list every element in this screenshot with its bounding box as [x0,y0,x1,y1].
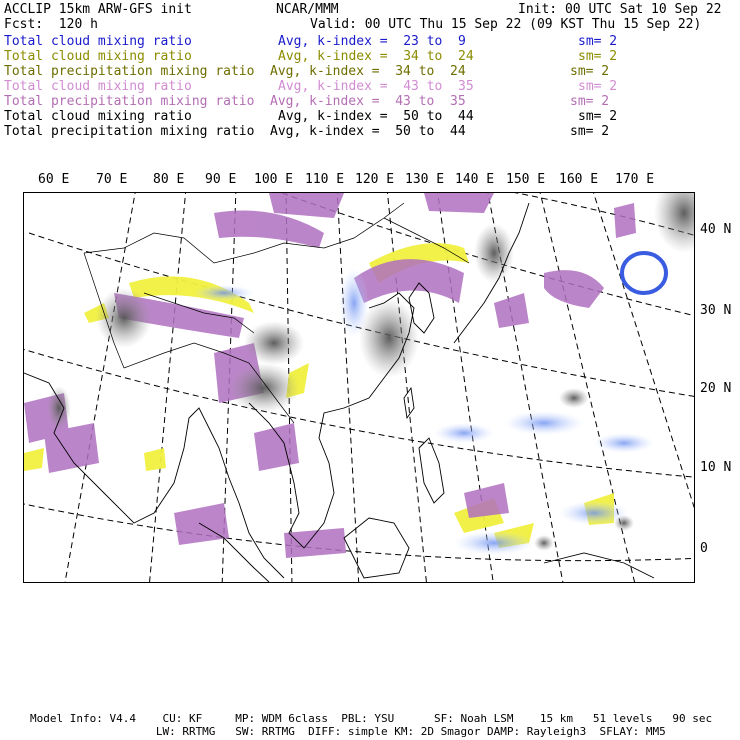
lon-label: 150 E [506,172,546,187]
model-info-line2: LW: RRTMG SW: RRTMG DIFF: simple KM: 2D Smagor DAMP: Rayleigh3 SFLAY: MM5 [30,725,666,738]
legend-field: Total cloud mixing ratio [4,49,192,64]
legend-field: Total precipitation mixing ratio [4,94,255,109]
lon-label: 90 E [205,172,237,187]
legend-smoothing: sm= 2 [578,109,618,124]
lon-label: 100 E [254,172,294,187]
meridian-110e [337,193,359,582]
forecast-map [23,192,695,583]
lon-label: 110 E [305,172,345,187]
lon-label: 160 E [559,172,599,187]
legend-avg: Avg, k-index = 50 to 44 [270,124,466,139]
legend-avg: Avg, k-index = 34 to 24 [278,49,474,64]
legend-avg: Avg, k-index = 34 to 24 [270,64,466,79]
lat-label: 40 N [700,222,732,237]
legend-smoothing: sm= 2 [578,49,618,64]
lon-label: 130 E [405,172,445,187]
lat-label: 0 [700,541,708,556]
legend-avg: Avg, k-index = 43 to 35 [278,79,474,94]
valid-time: Valid: 00 UTC Thu 15 Sep 22 (09 KST Thu 15 Sep 22) [310,17,702,32]
lat-label: 30 N [700,303,732,318]
new-guinea-coast [544,553,654,578]
legend-field: Total cloud mixing ratio [4,79,192,94]
forecast-hour: Fcst: 120 h [4,17,98,32]
lat-label: 10 N [700,460,732,475]
legend-smoothing: sm= 2 [578,79,618,94]
legend-field: Total precipitation mixing ratio [4,64,255,79]
lon-label: 80 E [153,172,185,187]
grey-cloud-layer [47,193,694,551]
lon-label: 70 E [96,172,128,187]
legend-smoothing: sm= 2 [570,94,610,109]
legend-avg: Avg, k-index = 43 to 35 [270,94,466,109]
taiwan-coast [404,388,414,418]
borneo-coast [344,518,409,578]
legend-avg: Avg, k-index = 23 to 9 [278,34,466,49]
legend-smoothing: sm= 2 [570,124,610,139]
init-time: Init: 00 UTC Sat 10 Sep 22 [518,2,722,17]
lon-label: 120 E [355,172,395,187]
lon-label: 170 E [615,172,655,187]
philippines-coast [419,438,444,503]
institution-label: NCAR/MMM [276,2,339,17]
legend-field: Total cloud mixing ratio [4,109,192,124]
legend-avg: Avg, k-index = 50 to 44 [278,109,474,124]
model-title: ACCLIP 15km ARW-GFS init [4,2,192,17]
legend-field: Total cloud mixing ratio [4,34,192,49]
legend-smoothing: sm= 2 [570,64,610,79]
legend-field: Total precipitation mixing ratio [4,124,255,139]
lon-label: 140 E [455,172,495,187]
coastlines [24,203,654,582]
model-info-line1: Model Info: V4.4 CU: KF MP: WDM 6class PBL: YSU SF: Noah LSM 15 km 51 levels 90 sec [30,712,713,725]
lon-label: 60 E [38,172,70,187]
yellow-cloud-layer [24,243,614,548]
map-canvas [24,193,694,582]
lat-label: 20 N [700,381,732,396]
legend-smoothing: sm= 2 [578,34,618,49]
